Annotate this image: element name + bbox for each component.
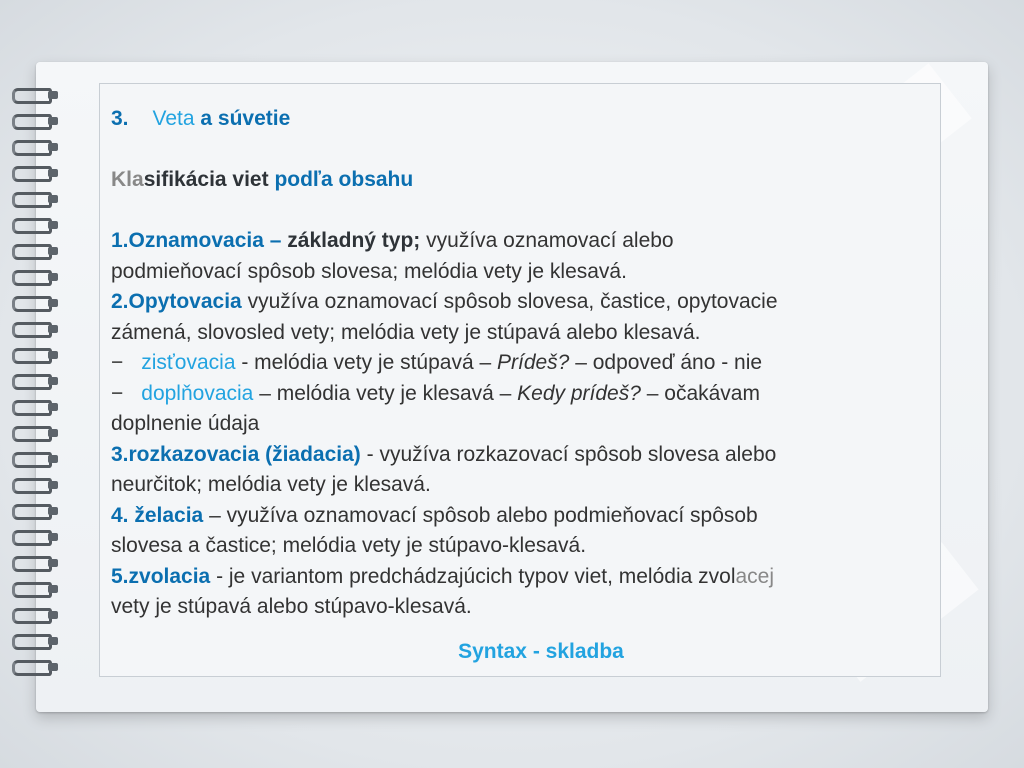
item-text: podmieňovací spôsob slovesa; melódia vety je klesavá.: [111, 259, 627, 283]
dash-bullet: −: [111, 351, 124, 374]
item-title: zisťovacia: [141, 351, 236, 374]
item-title: doplňovacia: [141, 381, 254, 405]
item-text-faded: acej: [735, 564, 775, 588]
binding-ring: [12, 426, 60, 440]
spiral-binding: [12, 88, 60, 698]
item-rozkazovacia: [111, 440, 941, 471]
item-text: – využíva oznamovací spôsob alebo podmieňovací spôsob: [203, 503, 758, 527]
subheading-part3: podľa obsahu: [274, 168, 414, 191]
binding-ring: [12, 192, 60, 206]
heading-word: Veta: [152, 107, 195, 130]
binding-ring: [12, 166, 60, 180]
binding-ring: [12, 608, 60, 622]
binding-ring: [12, 400, 60, 414]
item-text: - je variantom predchádzajúcich typov viet, melódia zvol: [210, 564, 736, 588]
binding-ring: [12, 218, 60, 232]
heading-rest: a súvetie: [200, 107, 291, 130]
binding-ring: [12, 296, 60, 310]
binding-ring: [12, 88, 60, 102]
subheading-part2: sifikácia viet: [143, 168, 269, 191]
binding-ring: [12, 374, 60, 388]
item-zvolacia: [111, 562, 941, 593]
item-text: – melódia vety je klesavá –: [253, 381, 518, 405]
binding-ring: [12, 478, 60, 492]
item-title: 1.Oznamovacia –: [111, 229, 288, 252]
item-text: využíva oznamovací spôsob slovesa, častice, opytovacie: [241, 290, 778, 313]
binding-ring: [12, 348, 60, 362]
item-text: využíva oznamovací alebo: [420, 229, 674, 252]
item-text: doplnenie údaja: [111, 412, 260, 435]
item-title: 4. želacia: [111, 503, 204, 527]
item-bold-text: základný typ;: [287, 229, 421, 252]
item-doplnovacia: [111, 379, 941, 410]
item-text: vety je stúpavá alebo stúpavo-klesavá.: [111, 595, 472, 618]
section-heading: [111, 104, 941, 135]
item-example: Kedy prídeš?: [517, 381, 641, 405]
binding-ring: [12, 660, 60, 674]
binding-ring: [12, 140, 60, 154]
item-example: Prídeš?: [496, 351, 570, 374]
heading-number: 3.: [111, 107, 129, 130]
subheading: [111, 165, 941, 196]
item-text: zámená, slovosled vety; melódia vety je stúpavá alebo klesavá.: [111, 320, 701, 344]
item-zelacia: [111, 501, 941, 532]
item-text: neurčitok; melódia vety je klesavá.: [111, 473, 431, 496]
footer-title: Syntax - skladba: [458, 640, 624, 663]
item-title: 3.rozkazovacia (žiadacia): [111, 442, 361, 466]
binding-ring: [12, 530, 60, 544]
item-title: 2.Opytovacia: [111, 290, 242, 313]
binding-ring: [12, 634, 60, 648]
item-text: – odpoveď áno - nie: [569, 351, 763, 374]
item-text: - využíva rozkazovací spôsob slovesa alebo: [360, 442, 777, 466]
binding-ring: [12, 114, 60, 128]
item-zistovacia: [111, 348, 941, 379]
item-text: – očakávam: [640, 381, 760, 405]
dash-bullet: −: [111, 381, 124, 405]
binding-ring: [12, 322, 60, 336]
binding-ring: [12, 270, 60, 284]
subheading-part1: Kla: [111, 168, 144, 191]
item-opytovacia: [111, 287, 941, 318]
slide-text: [111, 104, 941, 623]
item-text: slovesa a častice; melódia vety je stúpavo-klesavá.: [111, 534, 587, 557]
binding-ring: [12, 582, 60, 596]
item-oznamovacia: [111, 226, 941, 257]
binding-ring: [12, 556, 60, 570]
binding-ring: [12, 504, 60, 518]
binding-ring: [12, 452, 60, 466]
binding-ring: [12, 244, 60, 258]
item-text: - melódia vety je stúpavá –: [235, 351, 497, 374]
item-title: 5.zvolacia: [111, 564, 211, 588]
